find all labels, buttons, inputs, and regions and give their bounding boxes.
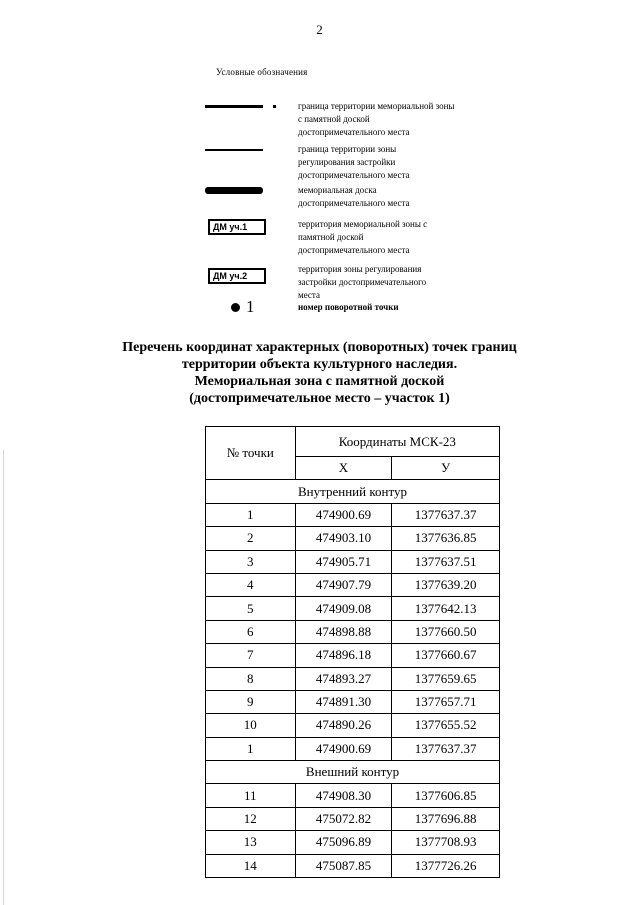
cell-point-number: 12 [206, 807, 296, 830]
heading-line: территории объекта культурного наследия. [181, 357, 458, 372]
thick-line-symbol [205, 105, 263, 108]
table-row [206, 597, 500, 620]
heading-line: Мемориальная зона с памятной доской [194, 374, 445, 389]
table-row [206, 737, 500, 760]
cell-x: 474908.30 [295, 784, 392, 807]
legend-text: граница территории зоны регулирования застройки достопримечательного места [298, 144, 410, 180]
cell-y: 1377637.37 [392, 737, 500, 760]
coordinates-table [205, 426, 500, 878]
cell-x: 475087.85 [295, 854, 392, 877]
cell-point-number: 13 [206, 831, 296, 854]
table-row [206, 714, 500, 737]
table-row [206, 831, 500, 854]
heading-line: Перечень координат характерных (поворотных) точек границ [122, 340, 517, 355]
cell-y: 1377726.26 [392, 854, 500, 877]
table-row [206, 690, 500, 713]
cell-y: 1377696.88 [392, 807, 500, 830]
dot-symbol [273, 105, 276, 108]
bar-symbol [205, 187, 263, 194]
table-row [206, 854, 500, 877]
cell-point-number: 4 [206, 573, 296, 596]
cell-y: 1377660.67 [392, 644, 500, 667]
cell-point-number: 9 [206, 690, 296, 713]
section-title: Внутренний контур [206, 480, 500, 503]
cell-x: 474905.71 [295, 550, 392, 573]
zone-box-symbol: ДМ уч.1 [208, 219, 266, 235]
cell-x: 474898.88 [295, 620, 392, 643]
cell-y: 1377642.13 [392, 597, 500, 620]
cell-y: 1377660.50 [392, 620, 500, 643]
cell-y: 1377606.85 [392, 784, 500, 807]
legend-text: территория зоны регулирования застройки достопримечательного места [298, 264, 427, 300]
table-row [206, 527, 500, 550]
document-heading [0, 339, 639, 407]
page-number: 2 [316, 22, 323, 37]
cell-y: 1377637.37 [392, 503, 500, 526]
cell-x: 474893.27 [295, 667, 392, 690]
cell-x: 474909.08 [295, 597, 392, 620]
cell-point-number: 6 [206, 620, 296, 643]
cell-y: 1377655.52 [392, 714, 500, 737]
cell-x: 474890.26 [295, 714, 392, 737]
scan-edge-line [3, 450, 4, 905]
legend-text: мемориальная доска достопримечательного места [298, 185, 410, 208]
legend-text: граница территории мемориальной зоны с памятной доской достопримечательного места [298, 101, 455, 137]
thin-line-symbol [205, 149, 263, 151]
legend-text: номер поворотной точки [298, 302, 399, 312]
cell-point-number: 5 [206, 597, 296, 620]
cell-y: 1377639.20 [392, 573, 500, 596]
legend-title: Условные обозначения [216, 67, 308, 77]
cell-x: 474903.10 [295, 527, 392, 550]
cell-y: 1377636.85 [392, 527, 500, 550]
cell-x: 475072.82 [295, 807, 392, 830]
cell-y: 1377659.65 [392, 667, 500, 690]
header-x: Х [295, 457, 392, 480]
cell-x: 474900.69 [295, 737, 392, 760]
cell-x: 474891.30 [295, 690, 392, 713]
cell-y: 1377657.71 [392, 690, 500, 713]
cell-point-number: 11 [206, 784, 296, 807]
section-row [206, 761, 500, 784]
table-row [206, 503, 500, 526]
cell-x: 474907.79 [295, 573, 392, 596]
header-y: У [392, 457, 500, 480]
point-number-symbol: 1 [246, 297, 255, 316]
cell-point-number: 3 [206, 550, 296, 573]
table-row [206, 550, 500, 573]
table-row [206, 807, 500, 830]
table-row [206, 784, 500, 807]
cell-point-number: 2 [206, 527, 296, 550]
table-row [206, 573, 500, 596]
zone-box-symbol: ДМ уч.2 [208, 268, 266, 284]
legend-text: территория мемориальной зоны с памятной доской достопримечательного места [298, 219, 428, 255]
cell-point-number: 10 [206, 714, 296, 737]
cell-point-number: 7 [206, 644, 296, 667]
cell-x: 474896.18 [295, 644, 392, 667]
cell-x: 475096.89 [295, 831, 392, 854]
header-coordinates: Координаты МСК-23 [295, 427, 499, 457]
header-point-number: № точки [206, 427, 296, 480]
cell-y: 1377637.51 [392, 550, 500, 573]
cell-point-number: 14 [206, 854, 296, 877]
cell-point-number: 1 [206, 503, 296, 526]
section-row [206, 480, 500, 503]
table-row [206, 644, 500, 667]
section-title: Внешний контур [206, 761, 500, 784]
cell-y: 1377708.93 [392, 831, 500, 854]
table-row [206, 620, 500, 643]
cell-x: 474900.69 [295, 503, 392, 526]
cell-point-number: 8 [206, 667, 296, 690]
heading-line: (достопримечательное место – участок 1) [189, 391, 450, 406]
table-row [206, 667, 500, 690]
point-dot-symbol [231, 303, 240, 312]
cell-point-number: 1 [206, 737, 296, 760]
coordinates-body [206, 480, 500, 878]
